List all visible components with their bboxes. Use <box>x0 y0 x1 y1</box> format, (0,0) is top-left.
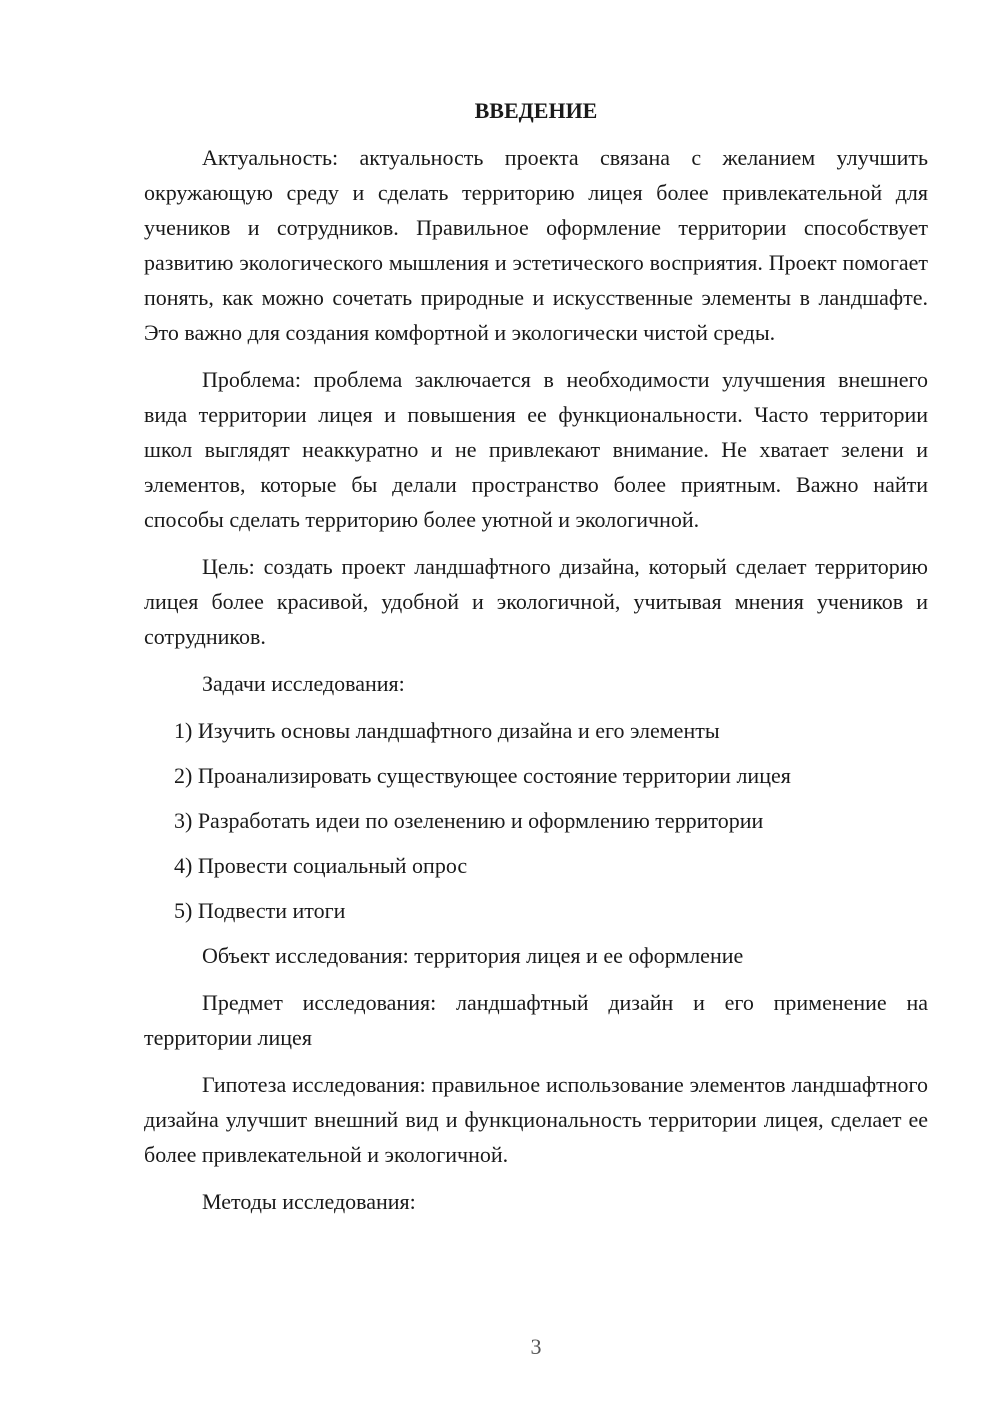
subject-paragraph: Предмет исследования: ландшафтный дизайн и его применение на территории лицея <box>144 990 928 1050</box>
relevance-paragraph: Актуальность: актуальность проекта связана с желанием улучшить окружающую среду и сделать территорию лицея более привлекательной для учеников и сотрудников. Правильное оформление территории способствует развитию экологического мышления и эстетического восприятия. Проект помогает понять, как можно сочетать природные и искусственные элементы в ландшафте. Это важно для создания комфортной и экологически чистой среды. <box>144 145 928 345</box>
task-item: 3) Разработать идеи по озеленению и оформлению территории <box>174 808 764 833</box>
tasks-list <box>144 713 928 928</box>
methods-heading: Методы исследования: <box>202 1189 416 1214</box>
goal-paragraph: Цель: создать проект ландшафтного дизайна, который сделает территорию лицея более красивой, удобной и экологичной, учитывая мнения учеников и сотрудников. <box>144 554 928 649</box>
task-item: 2) Проанализировать существующее состояние территории лицея <box>174 763 791 788</box>
section-title: ВВЕДЕНИЕ <box>474 98 598 123</box>
task-item: 1) Изучить основы ландшафтного дизайна и его элементы <box>174 718 720 743</box>
page-number: 3 <box>530 1334 542 1359</box>
document-page <box>144 93 928 1231</box>
problem-paragraph: Проблема: проблема заключается в необходимости улучшения внешнего вида территории лицея и повышения ее функциональности. Часто территории школ выглядят неаккуратно и не привлекают внимание. Не хватает зелени и элементов, которые бы делали пространство более приятным. Важно найти способы сделать территорию более уютной и экологичной. <box>144 367 928 532</box>
object-paragraph: Объект исследования: территория лицея и ее оформление <box>202 943 744 968</box>
task-item: 4) Провести социальный опрос <box>174 853 468 878</box>
hypothesis-paragraph: Гипотеза исследования: правильное использование элементов ландшафтного дизайна улучшит внешний вид и функциональность территории лицея, сделает ее более привлекательной и экологичной. <box>144 1072 928 1167</box>
tasks-heading: Задачи исследования: <box>202 671 405 696</box>
task-item: 5) Подвести итоги <box>174 898 346 923</box>
